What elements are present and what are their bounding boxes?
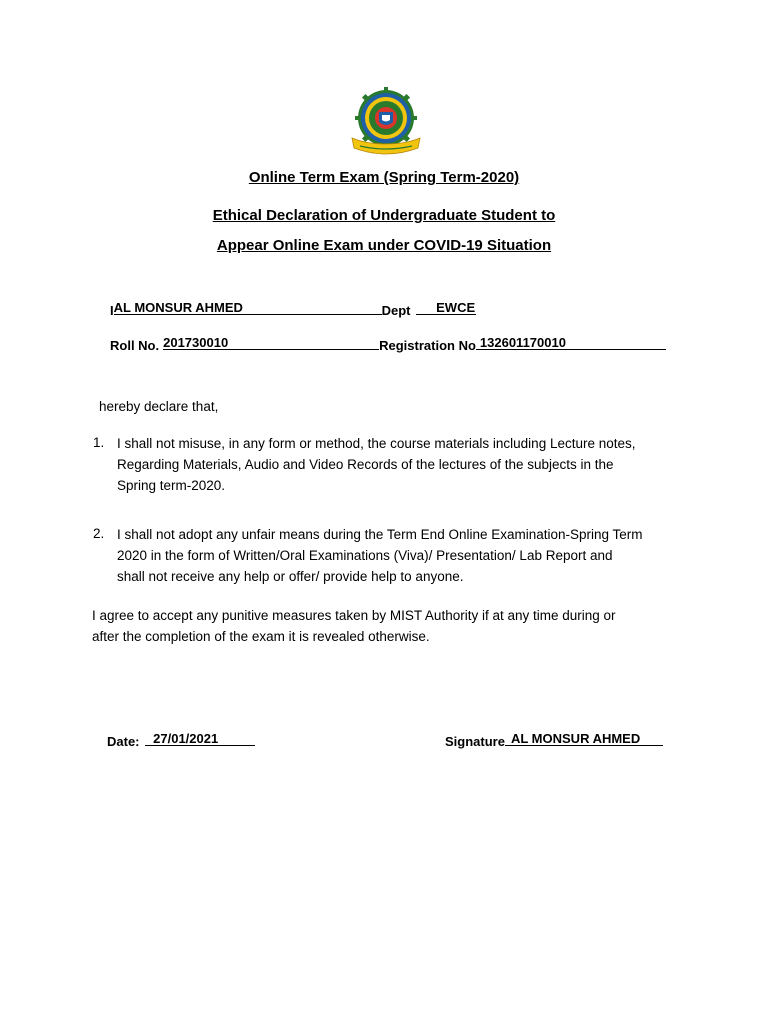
- declaration-intro: hereby declare that,: [99, 399, 219, 414]
- registration-field: [476, 335, 666, 350]
- dept-field: [416, 300, 476, 315]
- roll-value: 201730010: [163, 335, 229, 350]
- name-prefix: I: [110, 303, 114, 318]
- list-item-number: 1.: [93, 435, 105, 450]
- name-field: [114, 300, 382, 315]
- signature-value: AL MONSUR AHMED: [510, 731, 641, 746]
- list-item-line: I shall not adopt any unfair means during the Term End Online Examination-Spring Term: [117, 527, 643, 542]
- date-row: [107, 731, 255, 749]
- institution-crest-icon: [346, 86, 426, 158]
- signature-field: [505, 731, 663, 746]
- date-label: Date:: [107, 734, 140, 749]
- closing-line: I agree to accept any punitive measures taken by MIST Authority if at any time during or: [92, 608, 616, 623]
- list-item-line: 2020 in the form of Written/Oral Examinations (Viva)/ Presentation/ Lab Report and: [117, 548, 613, 563]
- page-title: Online Term Exam (Spring Term-2020): [248, 169, 520, 186]
- registration-label: Registration No: [379, 338, 476, 353]
- roll-field: [163, 335, 379, 350]
- signature-row: [445, 731, 663, 749]
- date-field: [145, 731, 255, 746]
- list-item-line: Spring term-2020.: [117, 478, 226, 493]
- dept-label: Dept: [381, 303, 411, 318]
- list-item-number: 2.: [93, 526, 105, 541]
- list-item-line: I shall not misuse, in any form or method, the course materials including Lecture notes,: [117, 436, 636, 451]
- declaration-heading-line1: Ethical Declaration of Undergraduate Student to: [212, 207, 556, 224]
- date-value: 27/01/2021: [153, 731, 219, 746]
- signature-label: Signature: [445, 734, 505, 749]
- closing-line: after the completion of the exam it is revealed otherwise.: [92, 629, 430, 644]
- list-item: [117, 524, 677, 587]
- roll-registration-row: [110, 335, 666, 353]
- roll-label: Roll No.: [110, 338, 160, 353]
- list-item-line: Regarding Materials, Audio and Video Records of the lectures of the subjects in the: [117, 457, 614, 472]
- name-value: AL MONSUR AHMED: [113, 300, 243, 315]
- list-item: [117, 433, 677, 496]
- registration-value: 132601170010: [479, 335, 566, 350]
- dept-value: EWCE: [436, 300, 476, 315]
- list-item-line: shall not receive any help or offer/ provide help to anyone.: [117, 569, 464, 584]
- declaration-heading-line2: Appear Online Exam under COVID-19 Situation: [216, 237, 552, 254]
- name-dept-row: [110, 300, 476, 318]
- closing-statement: [92, 605, 616, 647]
